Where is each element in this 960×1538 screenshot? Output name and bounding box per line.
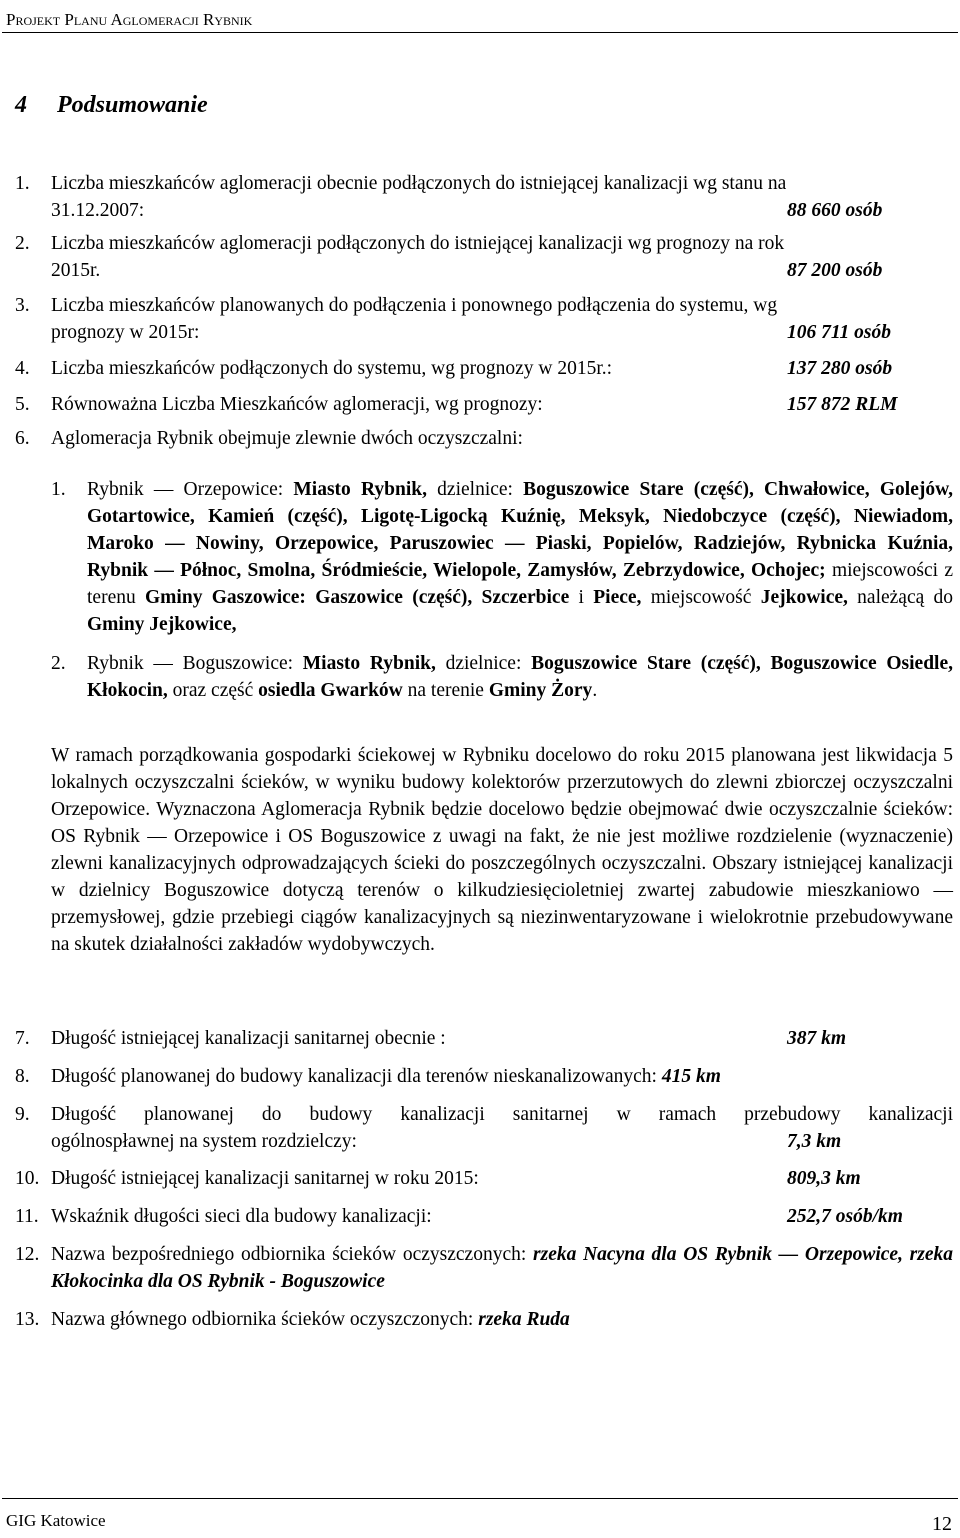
item-value: 252,7 osób/km	[787, 1206, 903, 1227]
item-value: rzeka Ruda	[478, 1309, 570, 1330]
item-text: Liczba mieszkańców aglomeracji obecnie podłączonych do istniejącej kanalizacji wg stanu na	[51, 173, 787, 194]
item-text: Długość istniejącej kanalizacji sanitarnej obecnie :	[51, 1028, 446, 1049]
length-list	[15, 1025, 953, 1333]
catchment-number: 1.	[51, 479, 66, 500]
item-value: 157 872 RLM	[787, 394, 898, 415]
list-item	[15, 230, 953, 284]
item-number: 12.	[15, 1244, 40, 1265]
item-text: Liczba mieszkańców aglomeracji podłączonych do istniejącej kanalizacji wg prognozy na rok	[51, 233, 785, 254]
list-item	[15, 292, 953, 346]
list-item	[15, 391, 953, 418]
item-number: 11.	[15, 1206, 39, 1227]
body-paragraph: W ramach porządkowania gospodarki ściekowej w Rybniku docelowo do roku 2015 planowana jest likwidacja 5 lokalnych oczyszczalni ścieków, w wyniku budowy kolektorów przerzutowych do zlewni zbiorczej oczyszczalni Orzepowice. Wyznaczona Aglomeracja Rybnik będzie docelowo będzie obejmować dwie oczyszczalnie ścieków: OS Rybnik — Orzepowice i OS Boguszowice z uwagi na fakt, że nie jest możliwe rozdzielenie (wyznaczenie) zlewni kanalizacyjnych odprowadzających ścieki do poszczególnych oczyszczalni. Obszary istniejącej kanalizacji w dzielnicy Boguszowice dotyczą terenów o kilkudziesięcioletniej zwartej zabudowie mieszkaniowo — przemysłowej, gdzie przebiegi ciągów kanalizacyjnych są niezinwentaryzowane i wielokrotnie przebudowywane na skutek działalności zakładów wydobywczych.	[51, 745, 953, 955]
item-value: 7,3 km	[787, 1131, 842, 1152]
item-text: Liczba mieszkańców planowanych do podłączenia i ponownego podłączenia do systemu, wg	[51, 295, 778, 316]
list-item	[15, 1306, 953, 1333]
item-value: 87 200 osób	[787, 260, 883, 281]
catchment-list	[51, 476, 953, 704]
item-number: 2.	[15, 233, 30, 254]
item-text: Liczba mieszkańców podłączonych do systemu, wg prognozy w 2015r.:	[51, 358, 613, 379]
list-item	[15, 355, 953, 382]
item-value: 809,3 km	[787, 1168, 861, 1189]
list-item	[15, 425, 953, 452]
item-number: 1.	[15, 173, 30, 194]
page-header	[2, 2, 958, 33]
item-text: prognozy w 2015r:	[51, 322, 200, 343]
item-text: 2015r.	[51, 260, 101, 281]
list-item	[15, 1241, 953, 1295]
item-number: 9.	[15, 1104, 30, 1125]
item-text: ogólnospławnej na system rozdzielczy:	[51, 1131, 357, 1152]
summary-list	[15, 170, 953, 452]
item-value: rzeka Nacyna dla OS Rybnik — Orzepowice, rzeka Kłokocinka dla OS Rybnik - Boguszowice	[51, 1244, 954, 1292]
list-item	[15, 1063, 953, 1090]
item-number: 5.	[15, 394, 30, 415]
item-text: Nazwa bezpośredniego odbiornika ścieków oczyszczonych:	[51, 1244, 527, 1265]
section-number: 4	[15, 92, 27, 118]
section-heading	[15, 92, 208, 119]
item-text: 31.12.2007:	[51, 200, 145, 221]
catchment-number: 2.	[51, 653, 66, 674]
item-text: Aglomeracja Rybnik obejmuje zlewnie dwóch oczyszczalni:	[51, 428, 523, 449]
item-value: 415 km	[661, 1066, 721, 1087]
item-value: 106 711 osób	[787, 322, 892, 343]
page-footer	[2, 1498, 958, 1535]
footer-org: GIG Katowice	[6, 1511, 106, 1530]
list-item	[15, 170, 953, 224]
item-text: Nazwa głównego odbiornika ścieków oczyszczonych:	[51, 1309, 474, 1330]
item-text: Długość istniejącej kanalizacji sanitarnej w roku 2015:	[51, 1168, 479, 1189]
list-item	[15, 1165, 953, 1192]
catchment-item	[51, 650, 953, 704]
item-text: Długość planowanej do budowy kanalizacji dla terenów nieskanalizowanych:	[51, 1066, 657, 1087]
header-title: Projekt Planu Aglomeracji Rybnik	[6, 10, 253, 29]
item-text: Wskaźnik długości sieci dla budowy kanalizacji:	[51, 1206, 432, 1227]
item-number: 7.	[15, 1028, 30, 1049]
list-item	[15, 1025, 953, 1052]
item-number: 4.	[15, 358, 30, 379]
list-item	[15, 1203, 953, 1230]
item-number: 8.	[15, 1066, 30, 1087]
catchment-text: Rybnik — Orzepowice: Miasto Rybnik, dzielnice: Boguszowice Stare (część), Chwałowice, Golejów, Gotartowice, Kamień (część), Ligotę-Ligocką Kuźnię, Meksyk, Niedobczyce (część), Niewiadom, Maroko — Nowiny, Orzepowice, Paruszowiec — Piaski, Popielów, Radziejów, Rybnicka Kuźnia, Rybnik — Północ, Smolna, Śródmieście, Wielopole, Zamysłów, Zebrzydowice, Ochojec; miejscowości z terenu Gminy Gaszowice: Gaszowice (część), Szczerbice i Piece, miejscowość Jejkowice, należącą do Gminy Jejkowice,	[87, 479, 954, 635]
item-number: 6.	[15, 428, 30, 449]
item-number: 13.	[15, 1309, 40, 1330]
list-item	[15, 1101, 953, 1155]
item-value: 387 km	[787, 1028, 847, 1049]
catchment-item	[51, 476, 953, 638]
item-text: Równoważna Liczba Mieszkańców aglomeracji, wg prognozy:	[51, 394, 543, 415]
item-number: 10.	[15, 1168, 40, 1189]
item-value: 137 280 osób	[787, 358, 893, 379]
item-number: 3.	[15, 295, 30, 316]
section-title: Podsumowanie	[57, 92, 208, 118]
catchment-text: Rybnik — Boguszowice: Miasto Rybnik, dzielnice: Boguszowice Stare (część), Boguszowice Osiedle, Kłokocin, oraz część osiedla Gwarków na terenie Gminy Żory.	[87, 653, 953, 701]
item-text: Długość planowanej do budowy kanalizacji sanitarnej w ramach przebudowy kanalizacji	[51, 1104, 953, 1125]
page-number: 12	[932, 1513, 952, 1535]
item-value: 88 660 osób	[787, 200, 883, 221]
